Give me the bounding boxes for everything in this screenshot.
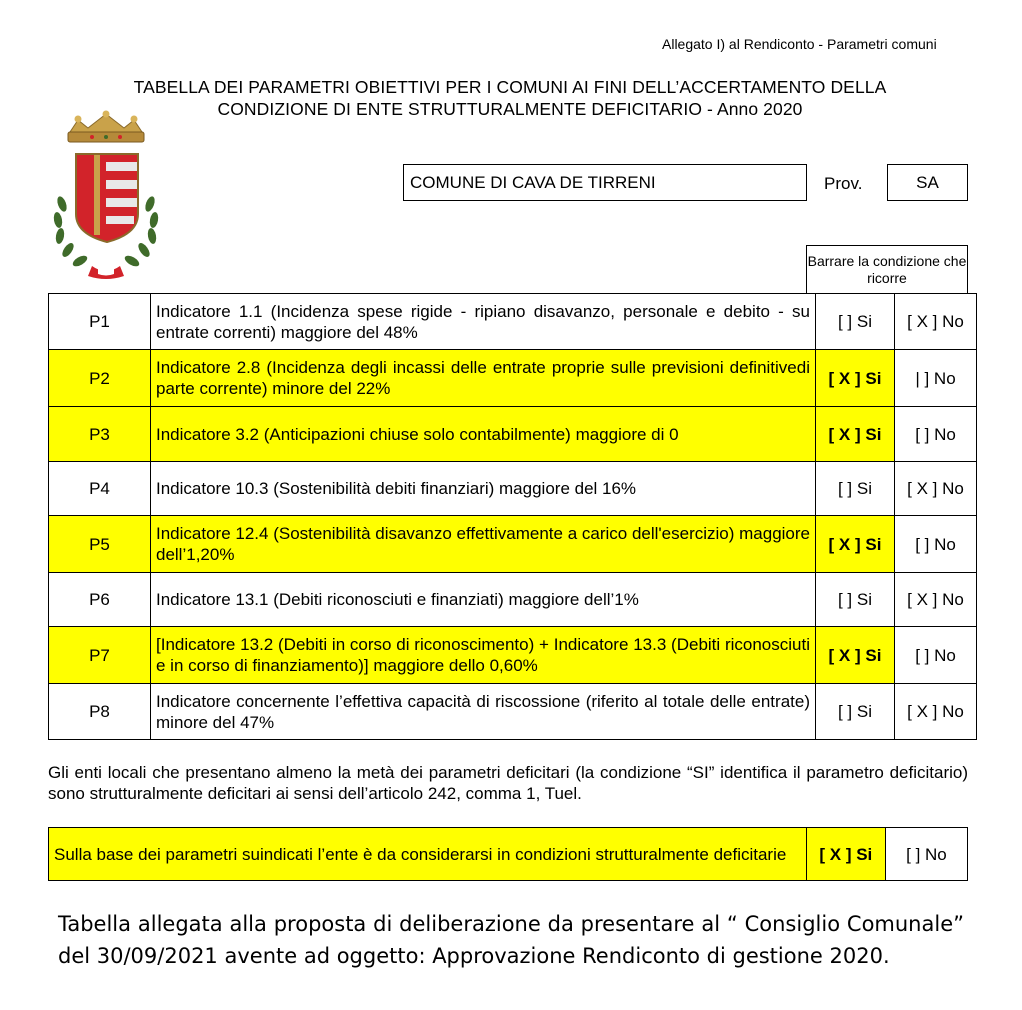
param-description: Indicatore 1.1 (Incidenza spese rigide - ripiano disavanzo, personale e debito - su entrate correnti) maggiore del 48% bbox=[151, 294, 816, 350]
param-description: Indicatore 12.4 (Sostenibilità disavanzo effettivamente a carico dell'esercizio) maggiore dell’1,20% bbox=[151, 516, 816, 573]
no-checkbox[interactable]: [ X ] No bbox=[895, 573, 977, 627]
table-row-p1 bbox=[49, 294, 977, 350]
param-code: P1 bbox=[49, 294, 151, 350]
param-description: Indicatore concernente l’effettiva capacità di riscossione (riferito al totale delle entrate) minore del 47% bbox=[151, 684, 816, 740]
table-row-p6 bbox=[49, 573, 977, 627]
param-code: P3 bbox=[49, 407, 151, 462]
coat-of-arms-icon bbox=[48, 110, 164, 282]
si-checkbox[interactable]: [ ] Si bbox=[816, 573, 895, 627]
param-code: P5 bbox=[49, 516, 151, 573]
no-checkbox[interactable]: [ X ] No bbox=[895, 462, 977, 516]
param-description: Indicatore 3.2 (Anticipazioni chiuse solo contabilmente) maggiore di 0 bbox=[151, 407, 816, 462]
crown-icon bbox=[68, 111, 144, 143]
final-no-checkbox[interactable]: [ ] No bbox=[885, 828, 967, 881]
param-description: Indicatore 2.8 (Incidenza degli incassi delle entrate proprie sulle previsioni definitivedi parte corrente) minore del 22% bbox=[151, 350, 816, 407]
si-checkbox[interactable]: [ X ] Si bbox=[816, 627, 895, 684]
no-checkbox[interactable]: [ X ] No bbox=[895, 684, 977, 740]
table-row-p5 bbox=[49, 516, 977, 573]
title-line-2: CONDIZIONE DI ENTE STRUTTURALMENTE DEFICITARIO - Anno 2020 bbox=[217, 99, 803, 119]
final-row bbox=[49, 828, 968, 881]
no-checkbox[interactable]: [ ] No bbox=[895, 516, 977, 573]
param-description: Indicatore 13.1 (Debiti riconosciuti e finanziati) maggiore dell’1% bbox=[151, 573, 816, 627]
footer-note: Tabella allegata alla proposta di deliberazione da presentare al “ Consiglio Comunale” del 30/09/2021 avente ad oggetto: Approvazione Rendiconto di gestione 2020. bbox=[58, 912, 964, 968]
si-checkbox[interactable]: [ ] Si bbox=[816, 462, 895, 516]
table-row-p8 bbox=[49, 684, 977, 740]
note-paragraph: Gli enti locali che presentano almeno la metà dei parametri deficitari (la condizione “SI” identifica il parametro deficitario) sono strutturalmente deficitari ai sensi dell’articolo 242, comma 1, Tuel. bbox=[48, 763, 968, 803]
no-checkbox[interactable]: [ ] No bbox=[895, 627, 977, 684]
prov-label: Prov. bbox=[824, 174, 863, 193]
si-checkbox[interactable]: [ X ] Si bbox=[816, 407, 895, 462]
table-row-p7 bbox=[49, 627, 977, 684]
param-code: P6 bbox=[49, 573, 151, 627]
comune-name-field: COMUNE DI CAVA DE TIRRENI bbox=[403, 164, 807, 201]
si-checkbox[interactable]: [ ] Si bbox=[816, 684, 895, 740]
param-description: Indicatore 10.3 (Sostenibilità debiti finanziari) maggiore del 16% bbox=[151, 462, 816, 516]
param-code: P2 bbox=[49, 350, 151, 407]
allegato-label: Allegato I) al Rendiconto - Parametri comuni bbox=[662, 36, 937, 52]
barrare-header: Barrare la condizione che ricorre bbox=[806, 245, 968, 293]
shield-icon bbox=[76, 154, 138, 242]
param-code: P7 bbox=[49, 627, 151, 684]
no-checkbox[interactable]: | ] No bbox=[895, 350, 977, 407]
parameters-table bbox=[48, 293, 977, 740]
final-si-checkbox[interactable]: [ X ] Si bbox=[806, 828, 885, 881]
final-description: Sulla base dei parametri suindicati l’ente è da considerarsi in condizioni strutturalmente deficitarie bbox=[49, 828, 807, 881]
param-code: P8 bbox=[49, 684, 151, 740]
title-line-1: TABELLA DEI PARAMETRI OBIETTIVI PER I COMUNI AI FINI DELL’ACCERTAMENTO DELLA bbox=[133, 77, 887, 97]
table-row-p2 bbox=[49, 350, 977, 407]
final-assessment-table bbox=[48, 827, 968, 881]
si-checkbox[interactable]: [ X ] Si bbox=[816, 516, 895, 573]
no-checkbox[interactable]: [ ] No bbox=[895, 407, 977, 462]
si-checkbox[interactable]: [ ] Si bbox=[816, 294, 895, 350]
table-row-p3 bbox=[49, 407, 977, 462]
no-checkbox[interactable]: [ X ] No bbox=[895, 294, 977, 350]
param-code: P4 bbox=[49, 462, 151, 516]
param-description: [Indicatore 13.2 (Debiti in corso di riconoscimento) + Indicatore 13.3 (Debiti riconosciuti e in corso di finanziamento)] maggiore dello 0,60% bbox=[151, 627, 816, 684]
prov-field: SA bbox=[887, 164, 968, 201]
document-title bbox=[60, 76, 960, 120]
table-row-p4 bbox=[49, 462, 977, 516]
si-checkbox[interactable]: [ X ] Si bbox=[816, 350, 895, 407]
